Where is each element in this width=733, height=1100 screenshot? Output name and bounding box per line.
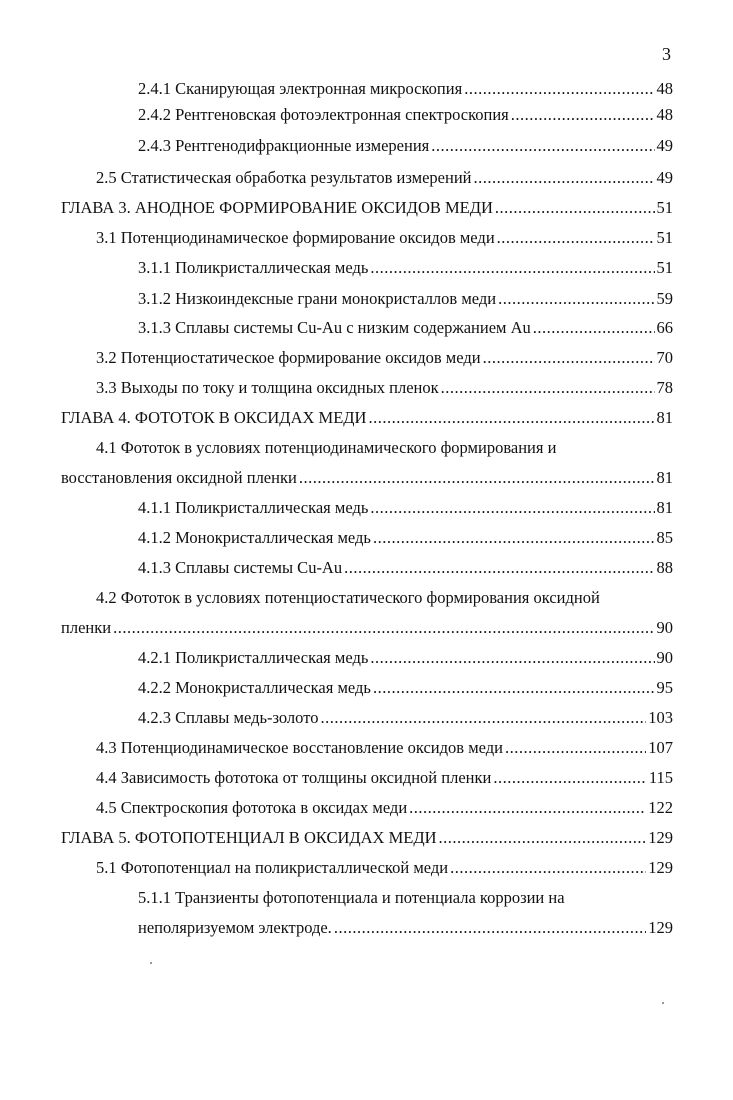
- toc-entry[interactable]: [96, 797, 673, 819]
- dot-leader: [533, 317, 655, 339]
- toc-entry[interactable]: [96, 857, 673, 879]
- toc-entry[interactable]: [138, 135, 673, 157]
- toc-entry-title: 3.1.3 Сплавы системы Cu-Au с низким содержанием Au: [138, 318, 531, 337]
- toc-entry[interactable]: [138, 104, 673, 126]
- toc-entry[interactable]: [138, 917, 673, 939]
- toc-entry-page: 49: [656, 168, 673, 187]
- dot-leader: [373, 677, 655, 699]
- dot-leader: [370, 647, 654, 669]
- toc-entry-title: ГЛАВА 4. ФОТОТОК В ОКСИДАХ МЕДИ: [61, 408, 367, 427]
- dot-leader: [370, 257, 654, 279]
- toc-entry[interactable]: [138, 677, 673, 699]
- toc-entry-page: 129: [648, 858, 673, 877]
- toc-entry[interactable]: [138, 707, 673, 729]
- toc-entry-line1[interactable]: 4.2 Фототок в условиях потенциостатического формирования оксидной: [96, 588, 600, 607]
- toc-entry-line1[interactable]: 5.1.1 Транзиенты фотопотенциала и потенциала коррозии на: [138, 888, 565, 907]
- toc-entry-title: 4.1.1 Поликристаллическая медь: [138, 498, 369, 517]
- dot-leader: [320, 707, 646, 729]
- dot-leader: [464, 78, 654, 100]
- toc-entry[interactable]: [96, 227, 673, 249]
- toc-entry-page: 90: [656, 648, 673, 667]
- toc-entry-page: 48: [656, 105, 673, 124]
- dot-leader: [373, 527, 655, 549]
- scan-speck: [662, 1002, 664, 1004]
- toc-entry-title: 4.2.3 Сплавы медь-золото: [138, 708, 319, 727]
- toc-entry-title: 4.4 Зависимость фототока от толщины оксидной пленки: [96, 768, 492, 787]
- toc-chapter-entry[interactable]: [61, 197, 673, 219]
- toc-entry[interactable]: [138, 257, 673, 279]
- toc-entry[interactable]: [96, 347, 673, 369]
- toc-entry[interactable]: [96, 167, 673, 189]
- scan-speck: [150, 962, 152, 964]
- toc-entry-title: 4.1.3 Сплавы системы Cu-Au: [138, 558, 343, 577]
- toc-entry-title: 3.3 Выходы по току и толщина оксидных пленок: [96, 378, 439, 397]
- toc-entry-page: 81: [656, 468, 673, 487]
- dot-leader: [474, 167, 655, 189]
- toc-entry-page: 49: [656, 136, 673, 155]
- toc-entry-title: пленки: [61, 618, 112, 637]
- toc-entry[interactable]: [61, 467, 673, 489]
- toc-entry-title: 3.1.2 Низкоиндексные грани монокристаллов меди: [138, 289, 497, 308]
- toc-entry-page: 129: [648, 918, 673, 937]
- toc-entry-title: 2.4.2 Рентгеновская фотоэлектронная спектроскопия: [138, 105, 509, 124]
- toc-entry[interactable]: [61, 617, 673, 639]
- toc-entry-line1[interactable]: 4.1 Фототок в условиях потенциодинамического формирования и: [96, 438, 557, 457]
- toc-entry[interactable]: [138, 317, 673, 339]
- toc-entry-title: ГЛАВА 5. ФОТОПОТЕНЦИАЛ В ОКСИДАХ МЕДИ: [61, 828, 437, 847]
- toc-chapter-entry[interactable]: [61, 407, 673, 429]
- toc-entry-page: 107: [648, 738, 673, 757]
- dot-leader: [299, 467, 655, 489]
- toc-entry-title: 2.4.1 Сканирующая электронная микроскопия: [138, 79, 463, 98]
- toc-entry-page: 122: [648, 798, 673, 817]
- toc-entry-title: 4.2.2 Монокристаллическая медь: [138, 678, 371, 697]
- toc-entry-page: 51: [656, 258, 673, 277]
- toc-entry-page: 115: [648, 768, 673, 787]
- toc-entry[interactable]: [138, 557, 673, 579]
- toc-entry-page: 88: [656, 558, 673, 577]
- dot-leader: [497, 227, 655, 249]
- toc-entry[interactable]: [138, 288, 673, 310]
- toc-entry-page: 103: [648, 708, 673, 727]
- toc-entry-page: 81: [656, 408, 673, 427]
- dot-leader: [505, 737, 646, 759]
- dot-leader: [495, 197, 655, 219]
- dot-leader: [498, 288, 654, 310]
- dot-leader: [334, 917, 646, 939]
- toc-entry-title: 4.1.2 Монокристаллическая медь: [138, 528, 371, 547]
- dot-leader: [409, 797, 646, 819]
- dot-leader: [368, 407, 654, 429]
- dot-leader: [450, 857, 646, 879]
- toc-entry-page: 85: [656, 528, 673, 547]
- dot-leader: [344, 557, 654, 579]
- toc-entry-page: 78: [656, 378, 673, 397]
- toc-entry[interactable]: [138, 647, 673, 669]
- toc-entry-title: 4.2.1 Поликристаллическая медь: [138, 648, 369, 667]
- toc-entry-page: 51: [656, 228, 673, 247]
- toc-entry-title: 4.5 Спектроскопия фототока в оксидах меди: [96, 798, 408, 817]
- toc-chapter-entry[interactable]: [61, 827, 673, 849]
- toc-entry-title: 2.5 Статистическая обработка результатов измерений: [96, 168, 472, 187]
- dot-leader: [113, 617, 654, 639]
- toc-entry-page: 70: [656, 348, 673, 367]
- toc-entry[interactable]: [138, 527, 673, 549]
- toc-entry-title: ГЛАВА 3. АНОДНОЕ ФОРМИРОВАНИЕ ОКСИДОВ МЕДИ: [61, 198, 493, 217]
- toc-entry[interactable]: [96, 737, 673, 759]
- toc-entry-title: 4.3 Потенциодинамическое восстановление оксидов меди: [96, 738, 503, 757]
- dot-leader: [370, 497, 654, 519]
- toc-entry[interactable]: [96, 767, 673, 789]
- dot-leader: [483, 347, 655, 369]
- toc-entry-title: неполяризуемом электроде.: [138, 918, 332, 937]
- toc-entry-page: 51: [656, 198, 673, 217]
- toc-entry-title: 3.2 Потенциостатическое формирование оксидов меди: [96, 348, 481, 367]
- dot-leader: [439, 827, 647, 849]
- toc-entry-title: 3.1 Потенциодинамическое формирование оксидов меди: [96, 228, 495, 247]
- toc-entry[interactable]: [96, 377, 673, 399]
- toc-entry[interactable]: [138, 78, 673, 100]
- toc-entry[interactable]: [138, 497, 673, 519]
- toc-entry-page: 90: [656, 618, 673, 637]
- toc-entry-page: 66: [656, 318, 673, 337]
- toc-entry-title: 3.1.1 Поликристаллическая медь: [138, 258, 369, 277]
- toc-entry-page: 129: [648, 828, 673, 847]
- page-number: 3: [662, 44, 671, 64]
- dot-leader: [431, 135, 654, 157]
- dot-leader: [511, 104, 655, 126]
- toc-entry-page: 95: [656, 678, 673, 697]
- toc-entry-page: 48: [656, 79, 673, 98]
- dot-leader: [493, 767, 647, 789]
- dot-leader: [441, 377, 655, 399]
- toc-entry-title: 2.4.3 Рентгенодифракционные измерения: [138, 136, 430, 155]
- toc-entry-page: 81: [656, 498, 673, 517]
- toc-entry-title: восстановления оксидной пленки: [61, 468, 297, 487]
- toc-entry-page: 59: [656, 289, 673, 308]
- toc-entry-title: 5.1 Фотопотенциал на поликристаллической меди: [96, 858, 449, 877]
